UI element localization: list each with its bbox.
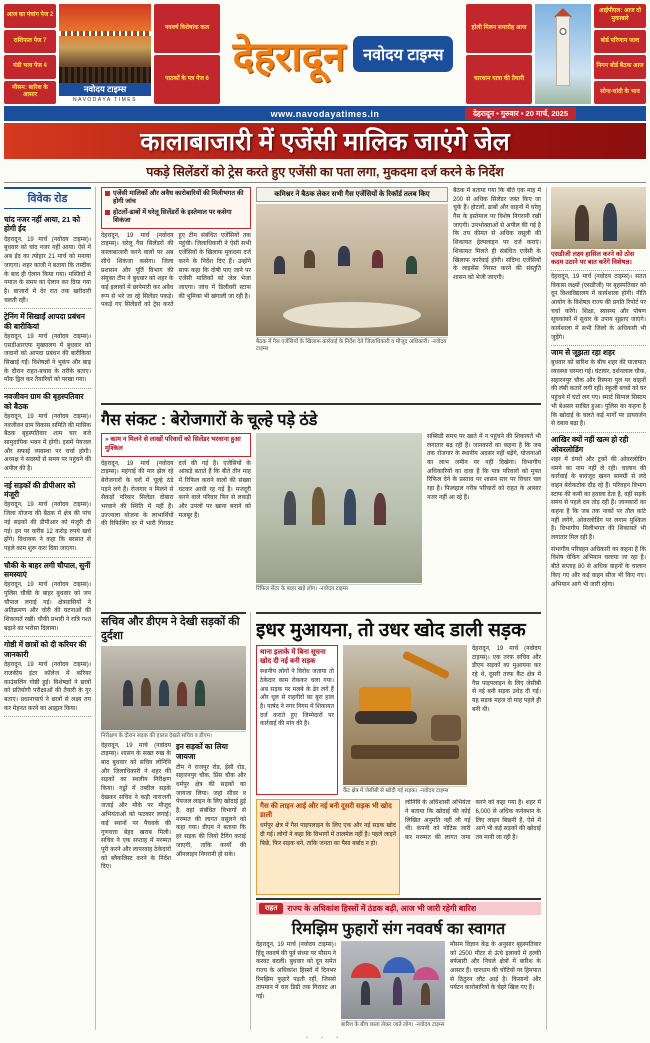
bullet-square-icon [105, 210, 110, 215]
person-figure [344, 489, 356, 525]
person-figure [361, 981, 370, 1005]
brief-headline: चौकी के बाहर लगी चौपाल, सुनीं समस्याएं [4, 560, 91, 579]
brief-story [4, 637, 91, 717]
lead-photo-block [256, 187, 448, 399]
lead-story-package [101, 187, 541, 399]
bullet-item [105, 209, 247, 226]
gas-photo [256, 433, 422, 583]
dig-bottom-row [256, 799, 541, 895]
tower-clock [560, 28, 567, 35]
flags-decoration [59, 31, 151, 36]
teaser-box: चारधाम यात्रा की तैयारी [466, 55, 532, 104]
section-label: विवेक रोड [4, 187, 91, 209]
gas-photo-caption: रिफिल सेंटर के बाहर खड़े लोग। -नवोदय टाइम्स [256, 584, 422, 593]
teaser-stack-left-edge [4, 4, 56, 104]
lead-box-headline: कमिश्नर ने बैठक लेकर सभी गैस एजेंसियों के रिकॉर्ड तलब किए [256, 187, 448, 202]
lead-left-subcolumn [101, 187, 251, 399]
lead-headline-band [4, 123, 646, 159]
left-briefs-column [4, 187, 96, 1030]
excavator-tracks [355, 711, 417, 724]
brief-story [4, 389, 91, 478]
person-figure [374, 493, 386, 525]
dug-earth-pile [431, 715, 461, 741]
brief-story [4, 212, 91, 309]
person-figure [195, 680, 205, 706]
roads-headline: सचिव और डीएम ने देखी सड़कों की दुर्दशा [101, 612, 246, 644]
tower-body [556, 16, 570, 86]
brief-body: देहरादून, 19 मार्च (नवोदय टाइम्स)। नवजीवन ग्राम विकास समिति की मासिक बैठक बृहस्पतिवार शाम चार बजे सामुदायिक भवन में होगी। इसमें पेयजल और सफाई व्यवस्था पर चर्चा होगी। अध्यक्ष ने सदस्यों से समय पर पहुंचने की अपील की है। [4, 413, 92, 472]
lead-subheadline: पकड़े सिलेंडरों को ट्रेस करते हुए एजेंसी का पता लगा, मुकदमा दर्ज करने के निर्देश [146, 165, 504, 179]
brief-body: देहरादून, 19 मार्च (नवोदय टाइम्स)। जिला योजना की बैठक में क्षेत्र की पांच नई सड़कों की डीपीआर को मंजूरी दी गई। इन पर करीब 12 करोड़ रुपये खर्च होंगे। विधायक ने कहा कि बरसात से पहले काम शुरू करा दिया जाएगा। [4, 502, 91, 552]
lead-bullet-box [101, 187, 251, 229]
brief-headline: गोष्ठी में छात्रों को दी करियर की जानकारी [4, 640, 87, 659]
dig-orange-box [256, 799, 400, 895]
bullet-text: एजेंसी मालिकों और अवैध कारोबारियों की मिलीभगत की होगी जांच [113, 190, 244, 206]
edition-dateline: देहरादून • गुरुवार • 20 मार्च, 2025 [465, 107, 576, 120]
bullet-square-icon [105, 191, 110, 196]
masthead-city-title: देहरादून [232, 34, 346, 79]
lead-body-left: देहरादून, 19 मार्च (नवोदय टाइम्स)। घरेलू गैस सिलेंडरों की कालाबाजारी करने वालों पर अब सीधे शिकंजा कसेगा। जिला प्रशासन और पूर्ति विभाग की संयुक्त टीम ने बुधवार को शहर के कई इलाकों में छापेमारी कर अवैध रूप से भरे जा रहे सिलेंडर पकड़े। पकड़े गए सिलेंडरों को ट्रेस करते हुए टीम संबंधित एजेंसियों तक पहुंची। जिलाधिकारी ने ऐसी सभी एजेंसियों के खिलाफ मुकदमा दर्ज करने के निर्देश दिए हैं। उन्होंने साफ कहा कि दोषी पाए जाने पर एजेंसी मालिकों को जेल भेजा जाएगा। जांच में डिलीवरी स्टाफ की भूमिका भी खंगाली जा रही है। [101, 232, 251, 309]
right-story-pack [256, 612, 541, 1030]
brief-headline: चांद नजर नहीं आया, 21 को होगी ईद [4, 215, 81, 234]
right-top-photo [551, 187, 646, 249]
dig-body-bottom: लोनिवि के अधिशासी अभियंता ने बताया कि खोदाई की कोई लिखित अनुमति नहीं ली गई थी। कंपनी को नोटिस जारी कर मरम्मत की लागत जमा करने को कहा गया है। शहर में 6,000 से अधिक कनेक्शन के लिए लाइन बिछनी है, ऐसे में आगे भी कई सड़कों की खोदाई तय मानी जा रही है। [405, 800, 541, 841]
meeting-table [283, 302, 421, 328]
dig-body-right: देहरादून, 19 मार्च (नवोदय टाइम्स)। एक तरफ सचिव और डीएम सड़कों का मुआयना कर रहे थे, दूसरी तरफ कैंट क्षेत्र में गैस पाइपलाइन के लिए जेसीबी से नई बनी सड़क उधेड़ दी गई। यह सड़क महज दो माह पहले ही बनी थी। [472, 646, 541, 713]
brand-english: NAVODAYA TIMES [59, 96, 151, 104]
orange-box-headline: गैस की लाइन आई और नई बनी दूसरी सड़क भी खोद डाली [260, 803, 392, 820]
rain-body-left: देहरादून, 19 मार्च (नवोदय टाइम्स)। हिंदू नववर्ष की पूर्व संध्या पर मौसम ने करवट बदली। बुधवार को दून समेत राज्य के अधिकांश हिस्सों में दिनभर रिमझिम फुहारें पड़ती रहीं, जिससे तापमान में चार डिग्री तक गिरावट आ गई। [256, 942, 336, 1001]
road-dig-story [256, 612, 541, 895]
meeting-photo [256, 204, 448, 336]
brief-headline: नई सड़कों की डीपीआर को मंजूरी [4, 480, 76, 500]
gas-highlight-box: » काम न मिलने से लाखों परिवारों को सिलेंडर भरवाना हुआ मुश्किल [101, 433, 251, 457]
teaser-box: सोना-चांदी के भाव [594, 81, 646, 105]
person-figure [177, 682, 187, 706]
teaser-box: मंडी भाव पेज 4 [4, 55, 56, 79]
teaser-box: मौसम: बारिश के आसार [4, 81, 56, 105]
rain-photo-block [341, 941, 445, 1029]
right-body-1: बुधवार को बारिश के बीच शहर की यातायात व्यवस्था चरमरा गई। घंटाघर, दर्शनलाल चौक, सहारनपुर चौक और रिस्पना पुल पर वाहनों की लंबी कतारें लगी रहीं। स्कूली बच्चों को घर पहुंचने में घंटों लग गए। स्मार्ट सिग्नल सिस्टम भी बेअसर साबित हुआ। पुलिस का कहना है कि खोदाई के चलते कई मार्गों पर डायवर्जन से दबाव बढ़ा है। [551, 360, 646, 428]
teaser-box: पाठकों के पत्र पेज 6 [154, 55, 220, 104]
brief-headline: नवजीवन ग्राम की बृहस्पतिवार को बैठक [4, 392, 84, 411]
person-figure [393, 977, 402, 1005]
brief-story [4, 558, 91, 638]
right-photo-caption: एसडीजी लक्ष्य हासिल करने को ठोस कदम उठाने पर बात करेंगे विशेषज्ञ। [551, 249, 646, 271]
rain-body-right: मौसम विज्ञान केंद्र के अनुसार बृहस्पतिवार को 2500 मीटर से ऊंचे इलाकों में हल्की बर्फबारी और निचले क्षेत्रों में बारिश के आसार हैं। चारधाम की चोटियों पर हिमपात से ठिठुरन लौट आई है। किसानों और पर्यटन कारोबारियों के चेहरे खिल गए हैं। [450, 942, 541, 992]
relief-label: राहत [259, 903, 283, 914]
teaser-box: निगम बोर्ड बैठक आज [594, 55, 646, 79]
lead-subheadline-row [4, 161, 646, 183]
roads-inspection-story [101, 612, 251, 1030]
brief-body: देहरादून, 19 मार्च (नवोदय टाइम्स)। पुलिस चौकी के बाहर बुधवार को जन चौपाल लगाई गई। क्षेत्रवासियों ने अतिक्रमण और चोरी की घटनाओं की शिकायतें रखीं। चौकी प्रभारी ने रात्रि गश्त बढ़ाने का भरोसा दिलाया। [4, 582, 91, 632]
person-figure [575, 205, 589, 241]
gas-body-row [101, 433, 541, 593]
gas-crisis-story [101, 403, 541, 608]
dig-photo-block [343, 645, 467, 795]
bottom-row [101, 612, 541, 1030]
rain-body-row [256, 941, 541, 1029]
excavator-cab [359, 687, 411, 713]
gas-headline: गैस संकट : बेरोजगारों के चूल्हे पड़े ठंडे [101, 412, 318, 429]
umbrella [413, 967, 439, 980]
brief-body: देहरादून, 19 मार्च (नवोदय टाइम्स)। एसडीआरएफ मुख्यालय में बुधवार को जवानों को आपदा प्रबंधन की बारीकियां सिखाई गईं। विशेषज्ञों ने भूकंप और बाढ़ के दौरान राहत-बचाव के तरीके बताए। मॉक ड्रिल कर तैयारियों को परखा गया। [4, 334, 91, 384]
roads-body [101, 742, 246, 1030]
person-figure [372, 250, 383, 268]
main-column [101, 187, 541, 1030]
masthead-title-block [223, 4, 463, 104]
dig-body-row [256, 645, 541, 795]
dig-highlight-box [256, 645, 338, 795]
right-intro-body: देहरादून, 19 मार्च (नवोदय टाइम्स)। सतत विकास लक्ष्यों (एसडीजी) पर बृहस्पतिवार को दून विश्वविद्यालय में कार्यशाला होगी। नीति आयोग के विशेषज्ञ राज्य की प्रगति रिपोर्ट पर चर्चा करेंगे। शिक्षा, स्वास्थ्य और पोषण सूचकांकों में सुधार के उपाय सुझाए जाएंगे। कार्यशाला में सभी जिलों के अधिकारी भी जुड़ेंगे। [551, 273, 646, 341]
brief-body: देहरादून, 19 मार्च (नवोदय टाइम्स)। बुधवार को चांद नजर नहीं आया। ऐसे में अब ईद का त्योहार 21 मार्च को मनाया जाएगा। शहर काजी ने बताया कि तस्दीक के बाद ही ऐलान किया गया। मस्जिदों में नमाज के समय का ऐलान कर दिया गया है। बाजारों में देर रात तक खरीदारी चलती रही। [4, 236, 91, 304]
person-figure [312, 487, 325, 525]
person-figure [603, 203, 617, 241]
teaser-box: आज का पंचांग पेज 2 [4, 4, 56, 28]
bullet-text: होटलों-ढाबों में घरेलू सिलेंडरों के इस्तेमाल पर कसेगा शिकंजा [113, 208, 232, 225]
brief-story [4, 478, 91, 558]
masthead-left-photo-block [59, 4, 151, 104]
clock-tower-photo [535, 4, 591, 104]
lead-headline: कालाबाजारी में एजेंसी मालिक जाएंगे जेल [140, 128, 510, 156]
roads-body-2: टीम ने राजपुर रोड, ईसी रोड, सहारनपुर चौक, प्रिंस चौक और धर्मपुर क्षेत्र की सड़कों का जायजा लिया। जहां सीवर व पेयजल लाइन के लिए खोदाई हुई है, वहां संबंधित विभागों से मरम्मत की लागत वसूलने को कहा गया। डीएम ने बताया कि हर सड़क की जियो टैगिंग कराई जाएगी, ताकि कार्यों की ऑनलाइन निगरानी हो सके। [176, 764, 246, 858]
dig-box-body: स्थानीय लोगों ने विरोध जताया तो ठेकेदार काम रोककर चला गया। अब सड़क पर मलबे के ढेर लगे हैं और धूल से राहगीरों का बुरा हाल है। पार्षद ने नगर निगम में शिकायत दर्ज कराते हुए जिम्मेदारों पर कार्रवाई की मांग की है। [260, 669, 334, 728]
masthead [4, 4, 646, 104]
bullet-item [105, 190, 247, 207]
orange-box-body: धर्मपुर क्षेत्र में गैस पाइपलाइन के लिए एक और नई सड़क खोद दी गई। लोगों ने कहा कि विभागों में तालमेल नहीं है। पहले लाइनें बिछें, फिर सड़क बने, ताकि जनता का पैसा बर्बाद न हो। [260, 823, 396, 847]
excavator-photo [343, 645, 467, 785]
person-figure [141, 678, 151, 706]
brief-story [4, 309, 91, 389]
trench [351, 745, 459, 759]
right-body-2: शहर में डंपरों और ट्रकों की ओवरलोडिंग थमने का नाम नहीं ले रही। चालान की कार्रवाई के बावजूद खनन सामग्री से लदे वाहन बेरोकटोक दौड़ रहे हैं। परिवहन विभाग स्टाफ की कमी का हवाला देता है, वहीं सड़कें समय से पहले दम तोड़ रही हैं। जानकारों का कहना है कि जब तक नाकों पर तौल कांटे नहीं लगेंगे, ओवरलोडिंग पर लगाम मुश्किल है। विभागीय मिलीभगत की शिकायतें भी लगातार मिल रही हैं। [551, 456, 646, 542]
teaser-box: राशिफल पेज 7 [4, 30, 56, 54]
brief-headline: ट्रेनिंग में सिखाईं आपदा प्रबंधन की बारीकियां [4, 312, 85, 331]
person-figure [123, 680, 133, 706]
brand-strip: नवोदय टाइम्स [59, 83, 151, 96]
teaser-box: आईपीएल: आज दो मुकाबले [594, 4, 646, 28]
teaser-box: नववर्ष विशेषांक कल [154, 4, 220, 53]
roads-body-1: देहरादून, 19 मार्च (नवोदय टाइम्स)। शासन के सख्त रुख के बाद बुधवार को सचिव लोनिवि और जिलाधिकारी ने शहर की सड़कों का स्थलीय निरीक्षण किया। गड्ढों में तब्दील सड़कें देखकर सचिव ने कड़ी नाराजगी जताई और मौके पर मौजूद अभियंताओं को फटकार लगाई। कई स्थानों पर पैचवर्क की गुणवत्ता बेहद खराब मिली। सचिव ने एक सप्ताह में मरम्मत पूरी करने और लापरवाह ठेकेदारों को ब्लैकलिस्ट करने के निर्देश दिए। [101, 742, 171, 871]
teaser-stack-inner-right [466, 4, 532, 104]
gas-photo-block [256, 433, 422, 593]
footer-marks: • • • [305, 1035, 345, 1041]
page-content [4, 187, 646, 1030]
roads-photo [101, 646, 246, 730]
rain-story [256, 898, 541, 1030]
lead-photo-caption: बैठक में गैस एजेंसियों के खिलाफ कार्रवाई के निर्देश देते जिलाधिकारी व मौजूद अधिकारी। -नवोदय टाइम्स [256, 339, 447, 353]
website-bar [4, 106, 646, 121]
person-figure [304, 250, 315, 268]
dig-headline: इधर मुआयना, तो उधर खोद डाली सड़क [256, 612, 541, 642]
relief-strip-text: राज्य के अधिकांश हिस्सों में ठंडक बढ़ी, आज भी जारी रहेगी बारिश [287, 904, 477, 913]
brief-body: देहरादून, 19 मार्च (नवोदय टाइम्स)। राजकीय इंटर कॉलेज में करियर काउंसलिंग गोष्ठी हुई। विशेषज्ञों ने छात्रों को प्रतियोगी परीक्षाओं की तैयारी के गुर बताए। प्रधानाचार्य ने छात्रों से लक्ष्य तय कर मेहनत करने का आह्वान किया। [4, 662, 91, 712]
dig-photo-caption: कैंट क्षेत्र में जेसीबी से खोदी गई सड़क। -नवोदय टाइम्स [343, 786, 467, 795]
roads-photo-caption: निरीक्षण के दौरान सड़क की हालत देखते सचिव व डीएम। [101, 731, 246, 740]
lead-body-right: बैठक में बताया गया कि बीते एक माह में 200 से अधिक सिलेंडर जब्त किए जा चुके हैं। होटलों, ढाबों और वाहनों में घरेलू गैस के इस्तेमाल पर विशेष निगरानी रखी जाएगी। उपभोक्ताओं से अपील की गई है कि तय कीमत से अधिक वसूली की शिकायत हेल्पलाइन पर दर्ज कराएं। शिकायत मिलते ही संबंधित एजेंसी के खिलाफ कार्रवाई होगी। संदिग्ध एजेंसियों के लाइसेंस निरस्त करने की संस्तुति शासन को भेजी जाएगी। [453, 188, 541, 281]
teaser-box: होली मिलन समारोह आज [466, 4, 532, 53]
person-figure [284, 491, 296, 525]
person-figure [338, 246, 350, 266]
right-subhead-1: जाम से जूझता रहा शहर [551, 345, 646, 358]
gas-body-left: देहरादून, 19 मार्च (नवोदय टाइम्स)। महंगाई की मार झेल रहे बेरोजगारों के घरों में चूल्हे ठंडे पड़ने लगे हैं। रोजगार न मिलने से सैकड़ों परिवार सिलेंडर दोबारा भरवाने की स्थिति में नहीं हैं। उज्ज्वला योजना के लाभार्थियों की रिफिलिंग दर में भारी गिरावट दर्ज की गई है। एजेंसियों के आंकड़े बताते हैं कि बीते तीन माह में रिफिल कराने वालों की संख्या घटकर आधी रह गई है। मजदूरी करने वाले परिवार फिर से लकड़ी और उपलों पर खाना बनाने को मजबूर हैं। [101, 460, 251, 528]
right-column [546, 187, 646, 1030]
rain-photo-caption: बारिश के बीच छाता लेकर जाते लोग। -नवोदय टाइम्स [341, 1022, 445, 1028]
person-figure [159, 680, 169, 706]
relief-strip [256, 902, 541, 915]
parade-photo [59, 4, 151, 83]
crowd-silhouette [59, 67, 151, 83]
person-figure [406, 256, 417, 274]
roads-subhead: इन सड़कों का लिया जायजा [176, 741, 228, 761]
rain-photo [341, 941, 445, 1019]
page-footer [0, 1035, 650, 1041]
right-body-3: संभागीय परिवहन अधिकारी का कहना है कि विशेष चेकिंग अभियान चलाया जा रहा है। बीते सप्ताह 80 से अधिक वाहनों के चालान किए गए और कई वाहन सीज भी किए गए। अभियान आगे भी जारी रहेगा। [551, 546, 646, 588]
person-figure [421, 983, 430, 1005]
teaser-stack-inner-left [154, 4, 220, 104]
masthead-brand-pill: नवोदय टाइम्स [353, 36, 453, 72]
right-subhead-2: आखिर क्यों नहीं खत्म हो रही ओवरलोडिंग [551, 432, 646, 455]
umbrella [383, 957, 415, 973]
teaser-stack-right-edge [594, 4, 646, 104]
dig-box-headline: थाना इलाके में बिना सूचना खोद दी नई बनी सड़क [260, 649, 326, 666]
excavator-arm [402, 650, 450, 679]
umbrella [351, 963, 381, 978]
teaser-box: बोर्ड परिणाम जल्द [594, 30, 646, 54]
gas-body-right: सब्सिडी समय पर खाते में न पहुंचने की शिकायतें भी लगातार बढ़ रही हैं। जानकारों का कहना है कि जब तक रोजगार के स्थानीय अवसर नहीं बढ़ेंगे, योजनाओं का लाभ जमीन पर नहीं दिखेगा। विभागीय अधिकारियों का दावा है कि पात्र परिवारों को मुफ्त रिफिल देने के प्रस्ताव पर शासन स्तर पर विचार चल रहा है। फिलहाल गरीब परिवारों को राहत के आसार नजर नहीं आ रहे हैं। [427, 434, 541, 501]
website-url: www.navodayatimes.in [270, 108, 380, 119]
gas-left-subcolumn [101, 433, 251, 593]
rain-headline: रिमझिम फुहारों संग नववर्ष का स्वागत [291, 921, 506, 938]
person-figure [274, 256, 285, 274]
